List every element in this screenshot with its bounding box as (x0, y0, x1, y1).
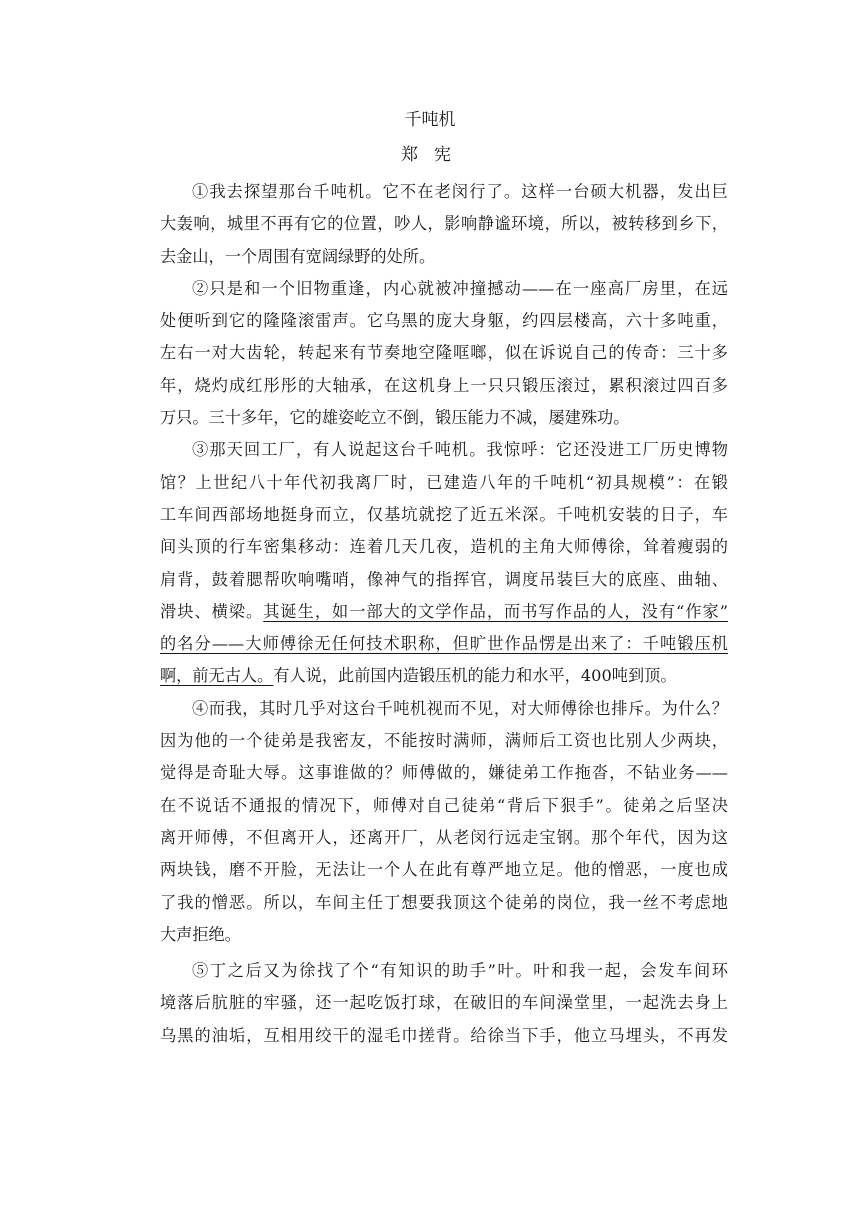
underlined-sentence: 的名分——大师傅徐无任何技术职称，但旷世作品愣是出来了：千吨锻压机 (160, 634, 728, 654)
paragraph-1 (160, 176, 728, 273)
text-line (160, 660, 728, 692)
text-line: 因为他的一个徒弟是我密友，不能按时满师，满师后工资也比别人少两块， (160, 731, 728, 751)
text-line: ②只是和一个旧物重逢，内心就被冲撞撼动——在一座高厂房里，在远 (192, 278, 728, 298)
text-line: 乌黑的油垢，互相用绞干的湿毛巾搓背。给徐当下手，他立马埋头，不再发 (160, 1025, 728, 1045)
text-line: ④而我，其时几乎对这台千吨机视而不见，对大师傅徐也排斥。为什么？ (192, 698, 728, 718)
paragraph-3 (160, 434, 728, 692)
text-line: 两块钱，磨不开脸，无法让一个人在此有尊严地立足。他的憎恶，一度也成 (160, 860, 728, 880)
text-line: 间头顶的行车密集移动：连着几天几夜，造机的主角大师傅徐，耸着瘦弱的 (160, 537, 728, 557)
text-line: 年，烧灼成红彤彤的大轴承，在这机身上一只只锻压滚过，累积滚过四百多 (160, 375, 728, 395)
paragraph-5 (160, 955, 728, 1052)
text-line: 肩背，鼓着腮帮吹响嘴哨，像神气的指挥官，调度吊装巨大的底座、曲轴、 (160, 569, 728, 589)
article-title: 千吨机 (404, 110, 456, 130)
text-line (160, 596, 728, 628)
text-line (160, 628, 728, 660)
plain-text: 滑块、横梁。 (160, 601, 264, 621)
text-line: 万只。三十多年，它的雄姿屹立不倒，锻压能力不减，屡建殊功。 (160, 408, 630, 428)
author-name: 郑宪 (401, 145, 467, 165)
text-line: 境落后肮脏的牢骚，还一起吃饭打球，在破旧的车间澡堂里，一起洗去身上 (160, 993, 728, 1013)
text-line: 大声拒绝。 (160, 924, 241, 944)
text-line: 处便听到它的隆隆滚雷声。它乌黑的庞大身躯，约四层楼高，六十多吨重， (160, 311, 728, 331)
article-body (160, 176, 728, 1052)
text-line: 了我的憎恶。所以，车间主任丁想要我顶这个徒弟的岗位，我一丝不考虑地 (160, 892, 728, 912)
underlined-sentence: 其诞生，如一部大的文学作品，而书写作品的人，没有“作家” (263, 601, 729, 621)
text-line: 觉得是奇耻大辱。这事谁做的？师傅做的，嫌徒弟工作拖沓，不钻业务—— (160, 763, 728, 783)
text-line: 左右一对大齿轮，转起来有节奏地空隆哐啷，似在诉说自己的传奇：三十多 (160, 343, 728, 363)
underlined-sentence: 啊，前无古人。 (160, 666, 274, 686)
plain-text: 有人说，此前国内造锻压机的能力和水平，400吨到顶。 (273, 666, 677, 686)
text-line: 工车间西部场地挺身而立，仅基坑就挖了近五米深。千吨机安装的日子，车 (160, 504, 728, 524)
text-line: 在不说话不通报的情况下，师傅对自己徒弟“背后下狠手”。徒弟之后坚决 (160, 795, 728, 815)
text-line: ③那天回工厂，有人说起这台千吨机。我惊呼：它还没进工厂历史博物 (192, 440, 728, 460)
text-line: 大轰响，城里不再有它的位置，吵人，影响静谧环境，所以，被转移到乡下， (160, 214, 728, 234)
text-line: ①我去探望那台千吨机。它不在老闵行了。这样一台硕大机器，发出巨 (192, 182, 728, 201)
text-line: 去金山，一个周围有宽阔绿野的处所。 (160, 246, 436, 266)
paragraph-2 (160, 273, 728, 434)
text-line: ⑤丁之后又为徐找了个“有知识的助手”叶。叶和我一起，会发车间环 (192, 961, 728, 981)
text-line: 馆？上世纪八十年代初我离厂时，已建造八年的千吨机“初具规模”：在锻 (160, 472, 728, 492)
paragraph-4 (160, 693, 728, 951)
text-line: 离开师傅，不但离开人，还离开厂，从老闵行远走宝钢。那个年代，因为这 (160, 827, 728, 847)
